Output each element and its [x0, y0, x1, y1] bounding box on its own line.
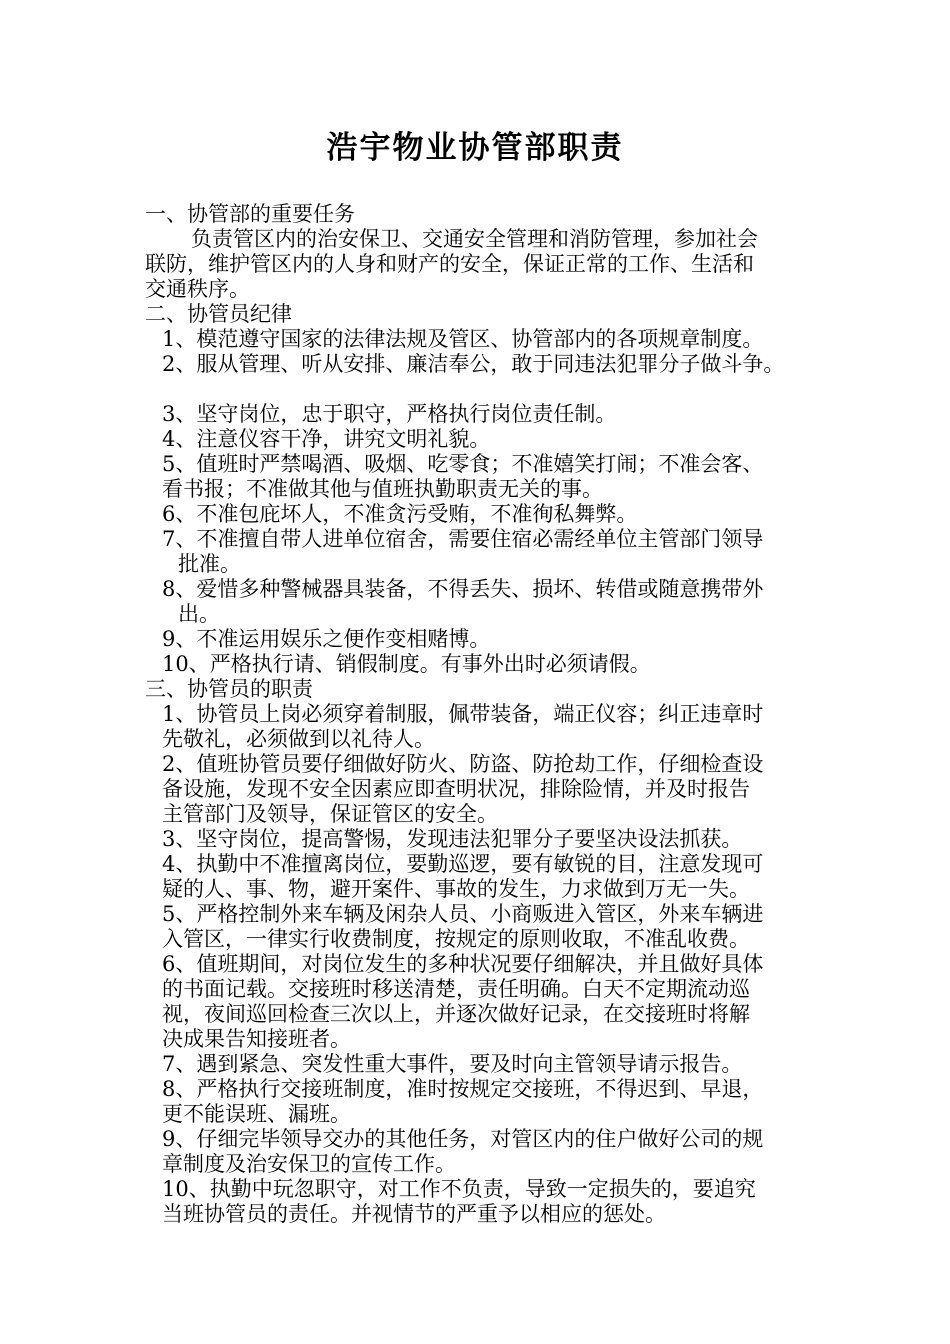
list-item-continuation: 当班协管员的责任。并视情节的严重予以相应的惩处。	[162, 1202, 666, 1226]
list-item: 4、执勤中不准擅离岗位，要勤巡逻，要有敏锐的目，注意发现可	[162, 852, 764, 876]
list-item-continuation: 先敬礼，必须做到以礼待人。	[162, 727, 435, 751]
paragraph-line: 联防，维护管区内的人身和财产的安全，保证正常的工作、生活和	[145, 252, 754, 276]
list-item: 10、执勤中玩忽职守，对工作不负责，导致一定损失的，要追究	[162, 1177, 756, 1201]
list-item-continuation: 入管区，一律实行收费制度，按规定的原则收取，不准乱收费。	[162, 927, 750, 951]
list-item-continuation: 疑的人、事、物，避开案件、事故的发生，力求做到万无一失。	[162, 877, 750, 901]
list-item-continuation: 视，夜间巡回检查三次以上，并逐次做好记录，在交接班时将解	[162, 1002, 750, 1026]
list-item-continuation: 章制度及治安保卫的宣传工作。	[162, 1152, 456, 1176]
list-item: 10、严格执行请、销假制度。有事外出时必须请假。	[162, 652, 651, 676]
list-item: 1、协管员上岗必须穿着制服，佩带装备，端正仪容；纠正违章时	[162, 702, 764, 726]
list-item: 2、值班协管员要仔细做好防火、防盗、防抢劫工作，仔细检查设	[162, 752, 764, 776]
list-item: 8、严格执行交接班制度，准时按规定交接班，不得迟到、早退，	[162, 1077, 764, 1101]
list-item-continuation: 决成果告知接班者。	[162, 1027, 351, 1051]
section-heading: 三、协管员的职责	[145, 677, 313, 701]
list-item-continuation: 更不能误班、漏班。	[162, 1102, 351, 1126]
list-item: 1、模范遵守国家的法律法规及管区、协管部内的各项规章制度。	[162, 327, 764, 351]
list-item: 5、值班时严禁喝酒、吸烟、吃零食；不准嬉笑打闹；不准会客、	[162, 452, 764, 476]
section-heading: 一、协管部的重要任务	[145, 202, 355, 226]
list-item-continuation: 看书报；不准做其他与值班执勤职责无关的事。	[162, 477, 603, 501]
list-item-continuation: 批准。	[178, 552, 241, 576]
list-item: 9、不准运用娱乐之便作变相赌博。	[162, 627, 491, 651]
list-item-continuation: 主管部门及领导，保证管区的安全。	[162, 802, 498, 826]
list-item-continuation: 的书面记载。交接班时移送清楚，责任明确。白天不定期流动巡	[162, 977, 750, 1001]
list-item: 7、不准擅自带人进单位宿舍，需要住宿必需经单位主管部门领导	[162, 527, 764, 551]
list-item: 7、遇到紧急、突发性重大事件，要及时向主管领导请示报告。	[162, 1052, 743, 1076]
list-item-continuation: 备设施，发现不安全因素应即查明状况，排除险情，并及时报告	[162, 777, 750, 801]
list-item: 8、爱惜多种警械器具装备，不得丢失、损坏、转借或随意携带外	[162, 577, 764, 601]
list-item: 3、坚守岗位，忠于职守，严格执行岗位责任制。	[162, 402, 617, 426]
paragraph-line: 交通秩序。	[145, 277, 250, 301]
list-item-continuation: 出。	[178, 602, 220, 626]
list-item: 6、不准包庇坏人，不准贪污受贿，不准徇私舞弊。	[162, 502, 638, 526]
list-item: 6、值班期间，对岗位发生的多种状况要仔细解决，并且做好具体	[162, 952, 764, 976]
list-item: 4、注意仪容干净，讲究文明礼貌。	[162, 427, 491, 451]
list-item: 3、坚守岗位，提高警惕，发现违法犯罪分子要坚决设法抓获。	[162, 827, 743, 851]
list-item: 9、仔细完毕领导交办的其他任务，对管区内的住户做好公司的规	[162, 1127, 764, 1151]
section-heading: 二、协管员纪律	[145, 302, 292, 326]
list-item: 5、严格控制外来车辆及闲杂人员、小商贩进入管区，外来车辆进	[162, 902, 764, 926]
list-item: 2、服从管理、听从安排、廉洁奉公，敢于同违法犯罪分子做斗争。	[162, 352, 785, 376]
paragraph-line: 负责管区内的治安保卫、交通安全管理和消防管理，参加社会	[191, 227, 758, 251]
document-title: 浩宇物业协管部职责	[326, 130, 624, 166]
